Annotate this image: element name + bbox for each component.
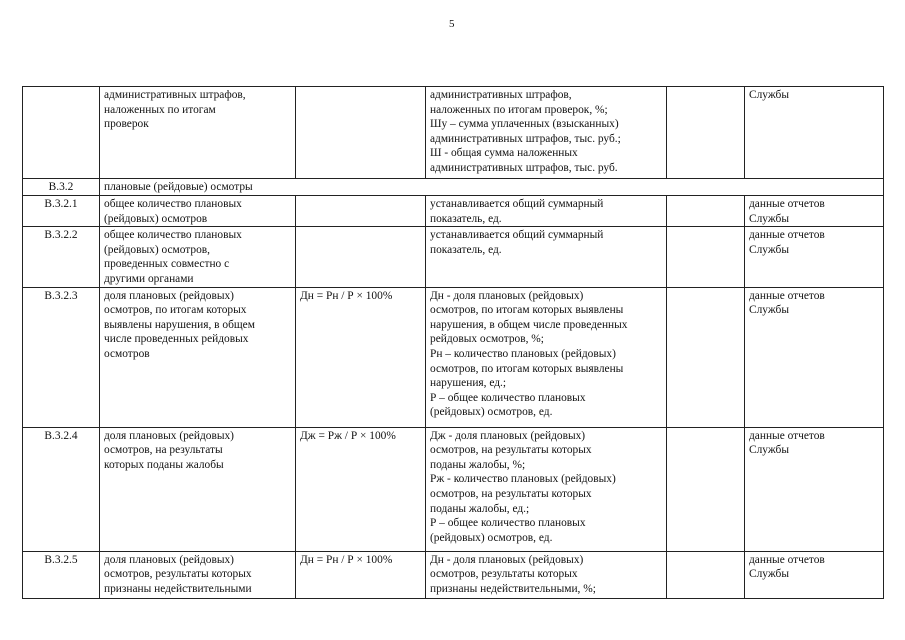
indicator-description-line: (рейдовых) осмотров, ед. <box>430 406 553 419</box>
data-source-line: данные отчетов <box>749 289 825 302</box>
indicator-description <box>426 287 667 427</box>
indicator-description-line: Шу – сумма уплаченных (взысканных) <box>430 118 619 131</box>
data-source <box>745 87 884 179</box>
indicator-name-line: осмотров, результаты которых <box>104 568 252 581</box>
indicator-description-line: административных штрафов, тыс. руб. <box>430 161 618 174</box>
table-row <box>23 87 884 179</box>
data-source-line: Службы <box>749 212 789 225</box>
indicator-description-line: осмотров, на результаты которых <box>430 444 592 457</box>
indicator-code: B.3.2.1 <box>23 196 100 227</box>
indicator-description-line: Дж - доля плановых (рейдовых) <box>430 429 586 442</box>
indicator-description-line: Рн – количество плановых (рейдовых) <box>430 347 616 360</box>
empty-cell <box>667 87 745 179</box>
data-source-line: данные отчетов <box>749 553 825 566</box>
table-row <box>23 287 884 427</box>
table-row <box>23 179 884 196</box>
indicator-name-line: (рейдовых) осмотров <box>104 212 208 225</box>
indicator-description-line: показатель, ед. <box>430 212 502 225</box>
indicator-description-line: осмотров, на результаты которых <box>430 487 592 500</box>
data-source <box>745 551 884 598</box>
indicator-description <box>426 87 667 179</box>
indicator-name <box>100 551 296 598</box>
indicator-description-line: осмотров, по итогам которых выявлены <box>430 304 624 317</box>
table-row <box>23 427 884 551</box>
indicator-name-line: общее количество плановых <box>104 229 242 242</box>
indicators-table <box>22 86 884 599</box>
indicator-name-line: проверок <box>104 118 149 131</box>
indicator-name <box>100 427 296 551</box>
data-source-line: Службы <box>749 304 789 317</box>
empty-cell <box>667 551 745 598</box>
empty-cell <box>667 287 745 427</box>
indicator-name-line: признаны недействительными <box>104 582 252 595</box>
indicator-description-line: показатель, ед. <box>430 243 502 256</box>
indicator-name-line: выявлены нарушения, в общем <box>104 318 255 331</box>
indicator-description-line: (рейдовых) осмотров, ед. <box>430 531 553 544</box>
indicator-name-line: осмотров, на результаты <box>104 444 223 457</box>
data-source <box>745 427 884 551</box>
indicator-formula: Дн = Рн / Р × 100% <box>296 551 426 598</box>
indicator-description-line: устанавливается общий суммарный <box>430 198 604 210</box>
indicator-description-line: нарушения, ед.; <box>430 377 507 390</box>
indicator-description <box>426 227 667 287</box>
indicator-name-line: проведенных совместно с <box>104 258 230 271</box>
indicator-description-line: Ш - общая сумма наложенных <box>430 147 578 160</box>
table-row <box>23 551 884 598</box>
indicator-description-line: рейдовых осмотров, %; <box>430 333 544 346</box>
indicator-name <box>100 87 296 179</box>
indicator-description-line: административных штрафов, <box>430 89 572 101</box>
indicator-name-line: осмотров <box>104 347 150 360</box>
indicator-description-line: административных штрафов, тыс. руб.; <box>430 132 621 145</box>
indicator-description-line: Р – общее количество плановых <box>430 391 586 404</box>
indicator-code: B.3.2 <box>23 179 100 196</box>
indicator-description-line: Р – общее количество плановых <box>430 517 586 530</box>
indicator-formula <box>296 196 426 227</box>
data-source-line: Службы <box>749 568 789 581</box>
indicator-description-line: осмотров, по итогам которых выявлены <box>430 362 624 375</box>
indicator-name-line: (рейдовых) осмотров, <box>104 243 211 256</box>
indicator-description-line: поданы жалобы, ед.; <box>430 502 530 515</box>
indicator-name-line: которых поданы жалобы <box>104 458 224 471</box>
indicator-name-line: доля плановых (рейдовых) <box>104 289 234 302</box>
table-body <box>23 87 884 599</box>
data-source-line: данные отчетов <box>749 229 825 242</box>
indicator-formula: Дж = Рж / Р × 100% <box>296 427 426 551</box>
indicator-code: B.3.2.5 <box>23 551 100 598</box>
indicator-name-line: доля плановых (рейдовых) <box>104 429 234 442</box>
data-source-line: Службы <box>749 243 789 256</box>
indicator-description-line: Дн - доля плановых (рейдовых) <box>430 553 584 566</box>
data-source-line: данные отчетов <box>749 429 825 442</box>
indicator-description-line: Дн - доля плановых (рейдовых) <box>430 289 584 302</box>
indicator-description <box>426 551 667 598</box>
indicator-description-line: наложенных по итогам проверок, %; <box>430 103 608 116</box>
indicator-code: B.3.2.2 <box>23 227 100 287</box>
indicator-description-line: нарушения, в общем числе проведенных <box>430 318 628 331</box>
table-row <box>23 227 884 287</box>
data-source-line: Службы <box>749 89 789 101</box>
indicator-description <box>426 427 667 551</box>
indicator-description-line: Рж - количество плановых (рейдовых) <box>430 473 616 486</box>
data-source <box>745 287 884 427</box>
indicator-code <box>23 87 100 179</box>
indicator-formula <box>296 87 426 179</box>
indicator-description-line: поданы жалобы, %; <box>430 458 526 471</box>
data-source-line: данные отчетов <box>749 198 825 210</box>
indicator-formula <box>296 227 426 287</box>
indicator-description-line: признаны недействительными, %; <box>430 582 596 595</box>
indicator-code: B.3.2.3 <box>23 287 100 427</box>
indicator-description-line: устанавливается общий суммарный <box>430 229 604 242</box>
indicator-name <box>100 227 296 287</box>
indicator-name-line: наложенных по итогам <box>104 103 216 116</box>
empty-cell <box>667 227 745 287</box>
indicator-description-line: осмотров, результаты которых <box>430 568 578 581</box>
indicator-name-line: общее количество плановых <box>104 198 242 210</box>
indicator-formula: Дн = Рн / Р × 100% <box>296 287 426 427</box>
indicator-name-line: другими органами <box>104 272 194 285</box>
indicator-name-line: доля плановых (рейдовых) <box>104 553 234 566</box>
indicator-name-line: осмотров, по итогам которых <box>104 304 247 317</box>
indicator-code: B.3.2.4 <box>23 427 100 551</box>
section-title: плановые (рейдовые) осмотры <box>100 179 884 196</box>
table-row <box>23 196 884 227</box>
data-source <box>745 227 884 287</box>
empty-cell <box>667 196 745 227</box>
data-source-line: Службы <box>749 444 789 457</box>
indicator-name <box>100 287 296 427</box>
indicator-name <box>100 196 296 227</box>
page-number: 5 <box>449 18 455 30</box>
indicator-name-line: числе проведенных рейдовых <box>104 333 249 346</box>
indicator-description <box>426 196 667 227</box>
indicator-name-line: административных штрафов, <box>104 89 246 101</box>
data-source <box>745 196 884 227</box>
empty-cell <box>667 427 745 551</box>
